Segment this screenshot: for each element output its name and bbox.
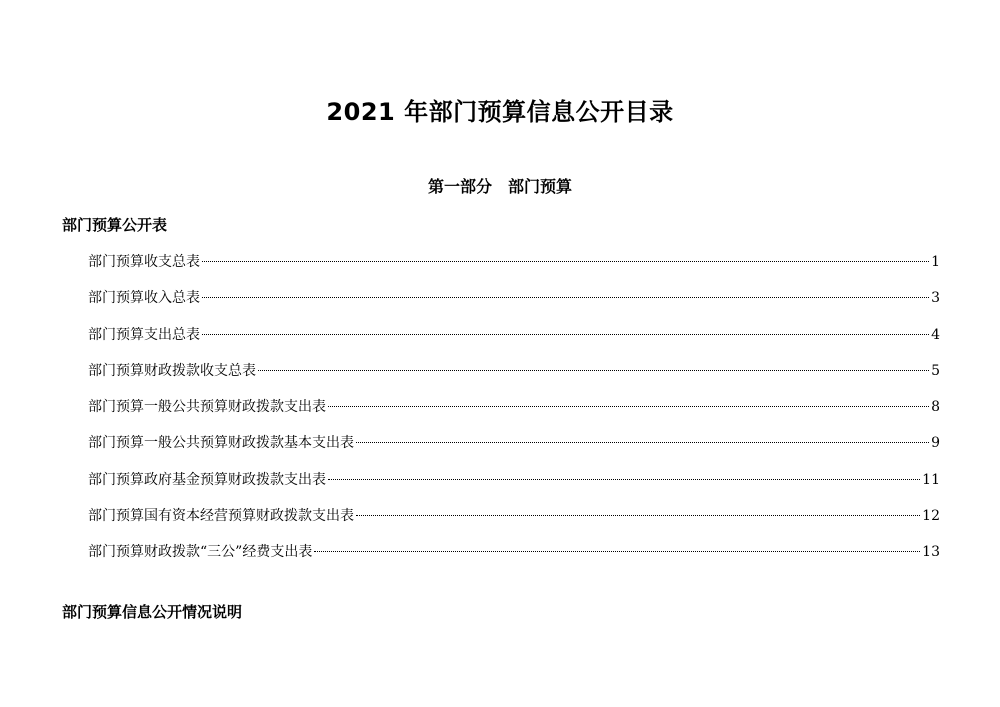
- toc-entry[interactable]: [88, 359, 940, 395]
- toc-entry[interactable]: [88, 286, 940, 322]
- toc-entry[interactable]: [88, 395, 940, 431]
- section-heading-budget-tables: 部门预算公开表: [62, 216, 168, 234]
- toc-entry[interactable]: [88, 540, 940, 576]
- toc-entry[interactable]: [88, 323, 940, 359]
- toc-dot-leader: [356, 515, 920, 516]
- toc-entry-label: 部门预算收入总表: [88, 290, 200, 307]
- toc-entry-label: 部门预算一般公共预算财政拨款基本支出表: [88, 435, 354, 452]
- toc-entry-label: 部门预算财政拨款“三公”经费支出表: [88, 544, 313, 561]
- toc-entry[interactable]: [88, 468, 940, 504]
- toc-page-number: 5: [931, 362, 940, 379]
- toc-dot-leader: [356, 442, 929, 443]
- toc-entry-label: 部门预算政府基金预算财政拨款支出表: [88, 471, 326, 488]
- toc-dot-leader: [258, 370, 929, 371]
- toc-page-number: 4: [931, 326, 940, 343]
- toc-dot-leader: [202, 297, 929, 298]
- toc-entry-label: 部门预算支出总表: [88, 326, 200, 343]
- part-title: 第一部分 部门预算: [427, 177, 572, 196]
- toc-entry-label: 部门预算国有资本经营预算财政拨款支出表: [88, 508, 354, 525]
- toc-dot-leader: [202, 334, 929, 335]
- table-of-contents: [88, 250, 940, 577]
- toc-entry[interactable]: [88, 250, 940, 286]
- toc-entry-label: 部门预算财政拨款收支总表: [88, 362, 256, 379]
- toc-dot-leader: [202, 261, 929, 262]
- toc-page-number: 13: [922, 544, 940, 561]
- document-title: 2021 年部门预算信息公开目录: [326, 98, 674, 126]
- toc-page-number: 11: [922, 471, 940, 488]
- toc-entry[interactable]: [88, 504, 940, 540]
- toc-dot-leader: [328, 406, 929, 407]
- toc-page-number: 9: [931, 435, 940, 452]
- toc-page-number: 12: [922, 508, 940, 525]
- toc-page-number: 8: [931, 399, 940, 416]
- toc-entry[interactable]: [88, 431, 940, 467]
- toc-page-number: 1: [931, 254, 940, 270]
- toc-dot-leader: [328, 479, 920, 480]
- toc-page-number: 3: [931, 290, 940, 307]
- section-heading-disclosure-notes[interactable]: 部门预算信息公开情况说明: [62, 603, 243, 621]
- toc-entry-label: 部门预算收支总表: [88, 254, 200, 270]
- toc-entry-label: 部门预算一般公共预算财政拨款支出表: [88, 399, 326, 416]
- toc-dot-leader: [314, 551, 920, 552]
